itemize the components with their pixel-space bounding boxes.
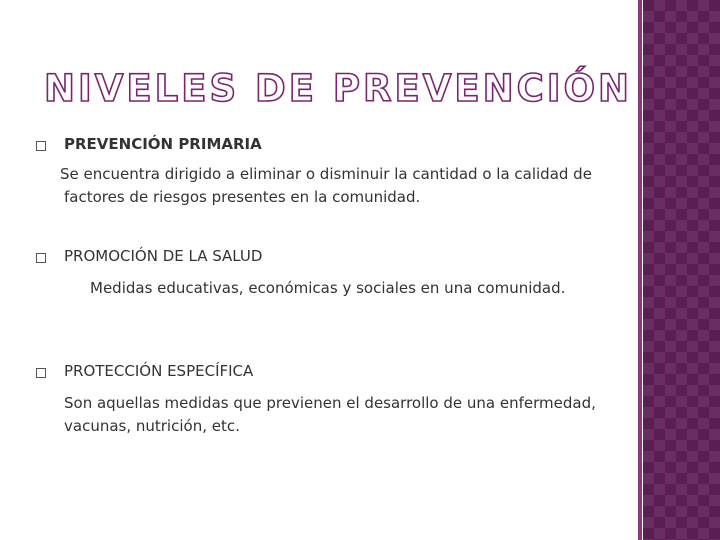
bullet-square-icon bbox=[36, 368, 46, 378]
section-body-proteccion: Son aquellas medidas que previenen el desarrollo de una enfermedad, vacunas, nutrición, etc. bbox=[64, 394, 596, 435]
section-heading-proteccion: PROTECCIÓN ESPECÍFICA bbox=[64, 362, 254, 380]
section-heading-promocion: PROMOCIÓN DE LA SALUD bbox=[64, 247, 263, 265]
decorative-panel-edge bbox=[638, 0, 642, 540]
bullet-square-icon bbox=[36, 253, 46, 263]
section-body-promocion: Medidas educativas, económicas y sociales en una comunidad. bbox=[90, 279, 566, 297]
bullet-square-icon bbox=[36, 141, 46, 151]
section-body-primaria-text: Se encuentra dirigido a eliminar o disminuir la cantidad o la calidad de factores de riesgos presentes en la comunidad. bbox=[60, 165, 592, 206]
section-heading-primaria: PREVENCIÓN PRIMARIA bbox=[64, 135, 262, 153]
section-body-primaria bbox=[60, 163, 600, 209]
decorative-side-panel bbox=[643, 0, 720, 540]
slide-title: NIVELES DE PREVENCIÓN bbox=[44, 67, 632, 110]
